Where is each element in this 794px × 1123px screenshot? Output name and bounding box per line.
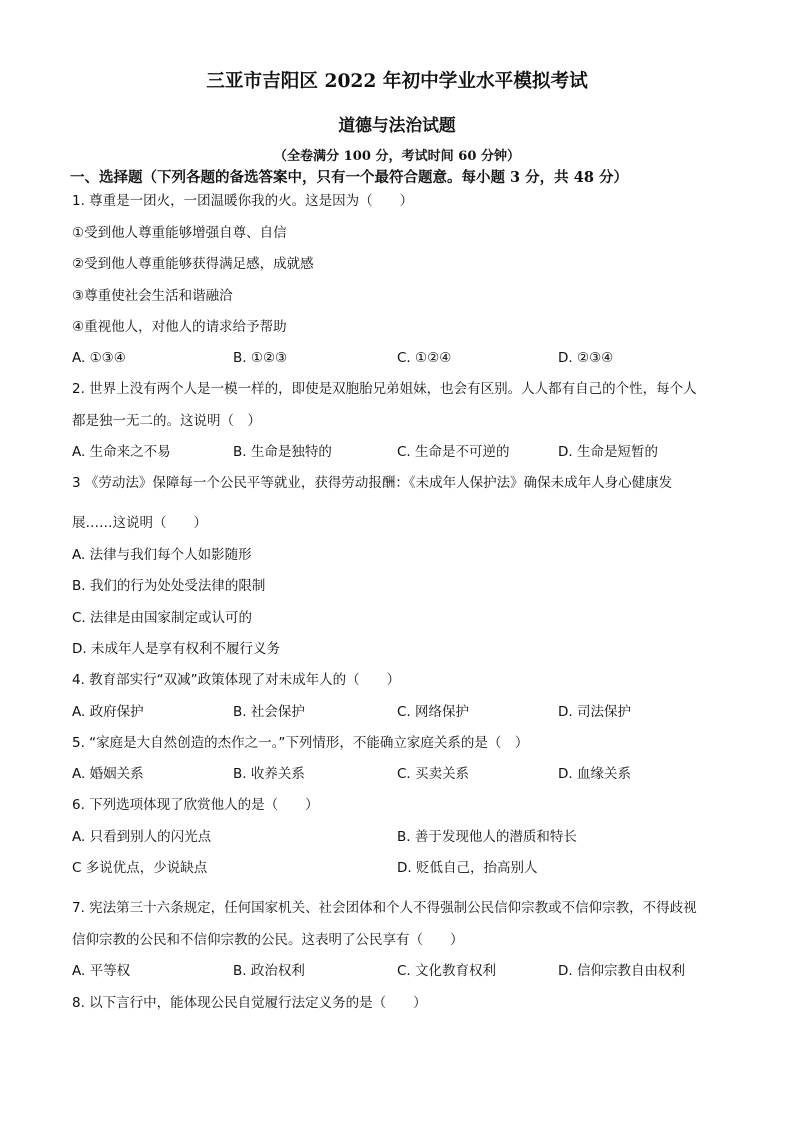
- question-1-option-c: C. ①②④: [397, 350, 452, 366]
- question-5-option-c: C. 买卖关系: [397, 766, 470, 782]
- question-7-option-d: D. 信仰宗教自由权利: [558, 963, 685, 979]
- question-3-option-b: B. 我们的行为处处受法律的限制: [72, 578, 266, 594]
- question-7-stem-line-2: 信仰宗教的公民和不信仰宗教的公民。这表明了公民享有（ ）: [72, 932, 464, 948]
- question-7-option-a: A. 平等权: [72, 963, 131, 979]
- question-5-option-d: D. 血缘关系: [558, 766, 631, 782]
- question-6-option-c: C 多说优点，少说缺点: [72, 860, 208, 876]
- question-6-option-b: B. 善于发现他人的潜质和特长: [397, 829, 577, 845]
- question-1-option-b: B. ①②③: [233, 350, 288, 366]
- question-2-stem-line-2: 都是独一无二的。这说明（ ）: [72, 413, 261, 429]
- question-1-option-d: D. ②③④: [558, 350, 614, 366]
- question-1-option-a: A. ①③④: [72, 350, 126, 366]
- question-4-option-b: B. 社会保护: [233, 704, 305, 720]
- question-6-option-d: D. 贬低自己，抬高别人: [397, 860, 538, 876]
- question-1-statement-1: ①受到他人尊重能够增强自尊、自信: [72, 225, 287, 241]
- question-6-stem: 6. 下列选项体现了欣赏他人的是（ ）: [72, 797, 319, 813]
- question-5-option-b: B. 收养关系: [233, 766, 305, 782]
- question-2-option-c: C. 生命是不可逆的: [397, 444, 510, 460]
- exam-note: （全卷满分 100 分，考试时间 60 分钟）: [273, 149, 521, 164]
- question-1-stem: 1. 尊重是一团火，一团温暖你我的火。这是因为（ ）: [72, 193, 414, 209]
- question-3-stem-line-1: 3 《劳动法》保障每一个公民平等就业，获得劳动报酬：《未成年人保护法》确保未成年人身心健康发: [72, 475, 673, 491]
- question-3-stem-line-2: 展……这说明（ ）: [72, 515, 207, 531]
- question-4-option-c: C. 网络保护: [397, 704, 470, 720]
- question-4-option-a: A. 政府保护: [72, 704, 144, 720]
- question-3-option-d: D. 未成年人是享有权利不履行义务: [72, 641, 280, 657]
- question-4-stem: 4. 教育部实行“双减”政策体现了对未成年人的（ ）: [72, 672, 401, 688]
- question-1-statement-4: ④重视他人，对他人的请求给予帮助: [72, 319, 287, 335]
- exam-subject: 道德与法治试题: [338, 115, 456, 135]
- question-7-option-b: B. 政治权利: [233, 963, 305, 979]
- question-6-option-a: A. 只看到别人的闪光点: [72, 829, 212, 845]
- question-3-option-a: A. 法律与我们每个人如影随形: [72, 547, 252, 563]
- question-5-stem: 5. “家庭是大自然创造的杰作之一。”下列情形，不能确立家庭关系的是（ ）: [72, 735, 529, 751]
- question-1-statement-2: ②受到他人尊重能够获得满足感，成就感: [72, 256, 314, 272]
- question-4-option-d: D. 司法保护: [558, 704, 631, 720]
- question-2-stem-line-1: 2. 世界上没有两个人是一模一样的，即使是双胞胎兄弟姐妹，也会有区别。人人都有自己的个性，每个人: [72, 381, 697, 397]
- exam-title: 三亚市吉阳区 2022 年初中学业水平模拟考试: [206, 70, 588, 92]
- question-8-stem: 8. 以下言行中，能体现公民自觉履行法定义务的是（ ）: [72, 995, 427, 1011]
- question-7-option-c: C. 文化教育权利: [397, 963, 497, 979]
- question-2-option-d: D. 生命是短暂的: [558, 444, 658, 460]
- section-heading: 一、选择题（下列各题的备选答案中，只有一个最符合题意。每小题 3 分，共 48 分）: [70, 169, 628, 186]
- question-2-option-a: A. 生命来之不易: [72, 444, 171, 460]
- question-3-option-c: C. 法律是由国家制定或认可的: [72, 610, 253, 626]
- question-7-stem-line-1: 7. 宪法第三十六条规定，任何国家机关、社会团体和个人不得强制公民信仰宗教或不信仰宗教，不得歧视: [72, 900, 697, 916]
- question-2-option-b: B. 生命是独特的: [233, 444, 332, 460]
- question-5-option-a: A. 婚姻关系: [72, 766, 144, 782]
- question-1-statement-3: ③尊重使社会生活和谐融洽: [72, 288, 233, 304]
